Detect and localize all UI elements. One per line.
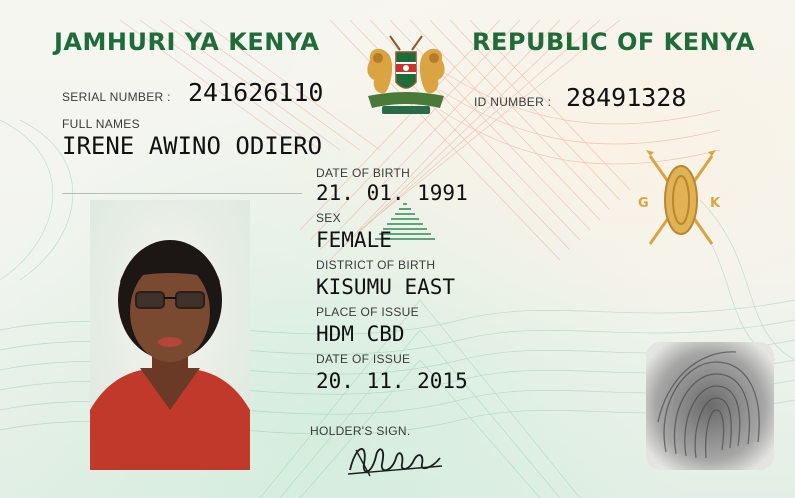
holder-signature-label: HOLDER'S SIGN.	[310, 424, 411, 438]
id-number-value: 28491328	[566, 83, 687, 112]
holder-photo	[90, 200, 250, 470]
header-swahili-title: JAMHURI YA KENYA	[54, 28, 320, 56]
place-of-issue-value: HDM CBD	[316, 322, 405, 346]
id-number-label: ID NUMBER :	[474, 95, 552, 109]
name-underline	[62, 193, 302, 194]
district-of-birth-value: KISUMU EAST	[316, 275, 456, 299]
sex-value: FEMALE	[316, 228, 392, 252]
hologram-letter-k: K	[710, 196, 721, 211]
date-of-issue-label: DATE OF ISSUE	[316, 352, 411, 366]
serial-number-value: 241626110	[188, 78, 324, 107]
date-of-issue-value: 20. 11. 2015	[316, 369, 468, 393]
thumbprint-image	[646, 342, 774, 470]
header-english-title: REPUBLIC OF KENYA	[472, 28, 755, 56]
holder-signature-icon	[342, 434, 452, 482]
serial-number-label: SERIAL NUMBER :	[62, 90, 171, 104]
sex-label: SEX	[316, 211, 341, 225]
date-of-birth-value: 21. 01. 1991	[316, 181, 468, 205]
hologram-letter-g: G	[638, 196, 649, 211]
full-names-label: FULL NAMES	[62, 117, 140, 131]
full-names-value: IRENE AWINO ODIERO	[62, 132, 323, 160]
coat-of-arms-icon	[360, 30, 452, 118]
place-of-issue-label: PLACE OF ISSUE	[316, 305, 419, 319]
district-of-birth-label: DISTRICT OF BIRTH	[316, 258, 436, 272]
date-of-birth-label: DATE OF BIRTH	[316, 166, 411, 180]
